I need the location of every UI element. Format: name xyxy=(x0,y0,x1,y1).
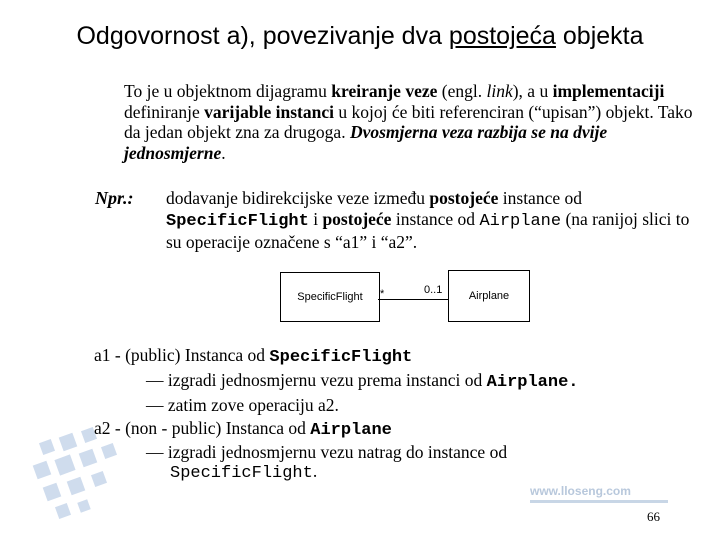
step-text: a2 - (non - public) Instanca od xyxy=(94,418,311,438)
step-text: — zatim zove operaciju a2. xyxy=(146,395,339,415)
slide-title xyxy=(0,22,720,51)
example-code: Airplane xyxy=(479,212,562,231)
step-text: a1 - (public) Instanca od xyxy=(94,345,270,365)
intro-italic: link xyxy=(486,81,513,101)
association-line xyxy=(378,299,448,300)
step-text: — izgradi jednosmjernu vezu prema instanci od xyxy=(146,370,487,390)
step-a2-sub1 xyxy=(146,443,507,483)
step-a1-sub1 xyxy=(146,370,579,392)
step-code: Airplane. xyxy=(486,373,579,392)
multiplicity-left: * xyxy=(380,288,385,300)
example-text: instance od xyxy=(498,188,582,208)
title-part2: objekta xyxy=(555,22,644,50)
intro-bold: kreiranje veze xyxy=(331,81,438,101)
intro-bold: implementaciji xyxy=(552,81,665,101)
intro-text: u kojoj će biti referenciran (“upisan”) objekt. Tako da jedan objekt zna za drugoga. xyxy=(124,101,693,142)
step-code: SpecificFlight xyxy=(269,348,413,367)
class-name: Airplane xyxy=(468,290,510,302)
intro-text: To je u objektnom dijagramu xyxy=(124,81,332,101)
example-code: SpecificFlight xyxy=(166,212,309,231)
example-bold: postojeće xyxy=(429,188,499,208)
example-label: Npr.: xyxy=(95,188,134,208)
brand-underline xyxy=(530,500,668,503)
intro-text: . xyxy=(221,142,226,163)
step-a1-sub2 xyxy=(146,395,339,416)
title-part1: Odgovornost a), povezivanje dva xyxy=(76,22,449,50)
intro-bold-italic: Dvosmjerna veza razbija se na dvije jednosmjerne xyxy=(124,122,608,163)
intro-text: definiranje xyxy=(124,101,205,122)
intro-paragraph xyxy=(124,81,694,163)
example-paragraph xyxy=(166,188,696,253)
intro-text: ), a u xyxy=(512,81,553,101)
multiplicity-right: 0..1 xyxy=(424,284,443,296)
step-a2 xyxy=(94,418,392,440)
example-text: i xyxy=(308,209,323,229)
example-text: (na ranijoj slici to su operacije označene s “a1” i “a2”. xyxy=(166,209,690,252)
page-number: 66 xyxy=(647,509,660,524)
class-box-specificflight xyxy=(280,272,380,322)
class-name: SpecificFlight xyxy=(297,291,363,303)
step-text: . xyxy=(312,461,318,481)
class-box-airplane xyxy=(448,270,530,322)
example-text: instance od xyxy=(391,209,480,229)
step-code: Airplane xyxy=(310,421,392,440)
step-text: — izgradi jednosmjernu vezu natrag do instance od xyxy=(146,442,508,462)
step-code: SpecificFlight xyxy=(170,464,313,483)
intro-bold: varijable instanci xyxy=(204,101,334,122)
example-bold: postojeće xyxy=(322,209,392,229)
title-underlined: postojeća xyxy=(448,22,556,50)
brand-url: www.lloseng.com xyxy=(530,484,631,498)
step-a1 xyxy=(94,345,412,367)
intro-text: (engl. xyxy=(437,81,487,101)
example-text: dodavanje bidirekcijske veze između xyxy=(166,188,430,208)
